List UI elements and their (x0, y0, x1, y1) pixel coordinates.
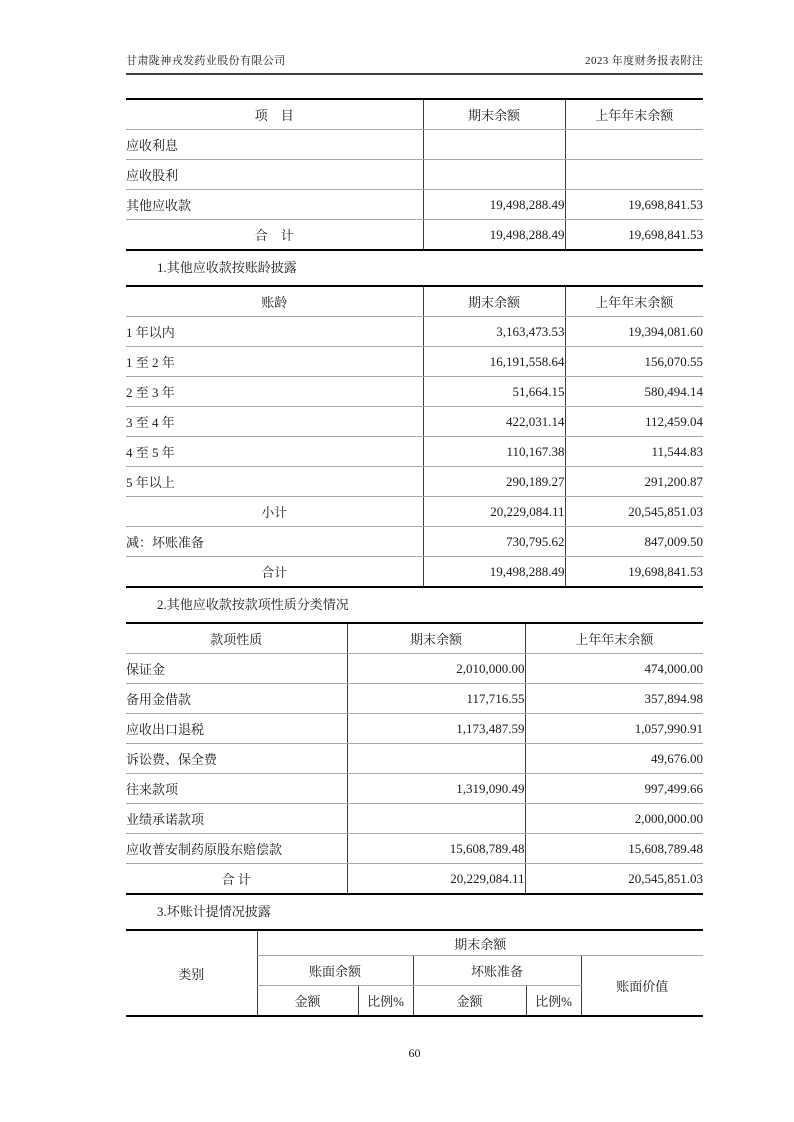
cell-ending-balance: 19,498,288.49 (423, 220, 565, 251)
cell-prior-balance: 357,894.98 (525, 684, 703, 714)
section2-caption: 2.其他应收款按款项性质分类情况 (157, 597, 349, 612)
cell-ending-balance: 3,163,473.53 (423, 317, 565, 347)
cell-prior-balance: 49,676.00 (525, 744, 703, 774)
cell-aging-label: 1 至 2 年 (126, 347, 423, 377)
cell-aging-label: 2 至 3 年 (126, 377, 423, 407)
company-name: 甘肃陇神戎发药业股份有限公司 (126, 55, 286, 67)
cell-prior-balance: 112,459.04 (565, 407, 703, 437)
col-header-ending-balance: 期末余额 (423, 286, 565, 317)
cell-prior-balance: 1,057,990.91 (525, 714, 703, 744)
cell-ending-balance (347, 804, 525, 834)
cell-total-label: 合 计 (126, 220, 423, 251)
cell-nature-label: 业绩承诺款项 (126, 804, 347, 834)
cell-prior-balance: 19,698,841.53 (565, 557, 703, 588)
cell-prior-balance: 19,698,841.53 (565, 220, 703, 251)
table-row (126, 130, 703, 160)
table-header-row (126, 286, 703, 317)
cell-item-label: 其他应收款 (126, 190, 423, 220)
section3-caption: 3.坏账计提情况披露 (157, 904, 271, 919)
table-header-row (126, 930, 703, 956)
col-header-book-balance: 账面余额 (257, 956, 413, 986)
col-header-prior-balance: 上年年末余额 (565, 286, 703, 317)
cell-prior-balance (565, 160, 703, 190)
cell-ending-balance: 290,189.27 (423, 467, 565, 497)
cell-ending-balance: 51,664.15 (423, 377, 565, 407)
page-header (126, 53, 703, 75)
cell-prior-balance: 20,545,851.03 (565, 497, 703, 527)
cell-prior-balance (565, 130, 703, 160)
table-total-row (126, 220, 703, 251)
bad-debt-provision-table (126, 929, 703, 1017)
col-header-ratio: 比例% (526, 986, 581, 1017)
cell-nature-label: 备用金借款 (126, 684, 347, 714)
page-content (126, 0, 703, 1017)
col-header-amount: 金额 (257, 986, 358, 1017)
table-row (126, 654, 703, 684)
cell-ending-balance: 117,716.55 (347, 684, 525, 714)
table-row (126, 527, 703, 557)
cell-aging-label: 5 年以上 (126, 467, 423, 497)
col-header-nature: 款项性质 (126, 623, 347, 654)
cell-subtotal-label: 小计 (126, 497, 423, 527)
cell-ending-balance: 15,608,789.48 (347, 834, 525, 864)
cell-ending-balance: 110,167.38 (423, 437, 565, 467)
nature-table (126, 622, 703, 895)
cell-total-label: 合计 (126, 557, 423, 588)
table-total-row (126, 864, 703, 895)
page-number: 60 (408, 1046, 421, 1060)
cell-prior-balance: 847,009.50 (565, 527, 703, 557)
cell-ending-balance: 1,319,090.49 (347, 774, 525, 804)
cell-ending-balance: 19,498,288.49 (423, 190, 565, 220)
table-row (126, 467, 703, 497)
cell-prior-balance: 11,544.83 (565, 437, 703, 467)
table-row (126, 437, 703, 467)
table-row (126, 347, 703, 377)
col-header-item: 项 目 (126, 99, 423, 130)
table-row (126, 407, 703, 437)
table-row (126, 804, 703, 834)
table-total-row (126, 557, 703, 588)
cell-ending-balance: 2,010,000.00 (347, 654, 525, 684)
cell-prior-balance: 156,070.55 (565, 347, 703, 377)
section1-caption: 1.其他应收款按账龄披露 (157, 260, 297, 275)
cell-prior-balance: 20,545,851.03 (525, 864, 703, 895)
cell-ending-balance (423, 160, 565, 190)
cell-nature-label: 往来款项 (126, 774, 347, 804)
table-row (126, 744, 703, 774)
report-title: 2023 年度财务报表附注 (585, 55, 703, 67)
col-header-prior-balance: 上年年末余额 (565, 99, 703, 130)
col-header-ending-balance: 期末余额 (257, 930, 703, 956)
cell-ending-balance: 422,031.14 (423, 407, 565, 437)
aging-table (126, 285, 703, 588)
col-header-aging: 账龄 (126, 286, 423, 317)
cell-ending-balance: 1,173,487.59 (347, 714, 525, 744)
cell-ending-balance (347, 744, 525, 774)
cell-item-label: 应收利息 (126, 130, 423, 160)
cell-ending-balance (423, 130, 565, 160)
table-row (126, 714, 703, 744)
table-row (126, 774, 703, 804)
col-header-ending-balance: 期末余额 (347, 623, 525, 654)
cell-item-label: 应收股利 (126, 160, 423, 190)
cell-prior-balance: 2,000,000.00 (525, 804, 703, 834)
cell-nature-label: 应收普安制药原股东赔偿款 (126, 834, 347, 864)
cell-ending-balance: 16,191,558.64 (423, 347, 565, 377)
cell-nature-label: 应收出口退税 (126, 714, 347, 744)
cell-prior-balance: 474,000.00 (525, 654, 703, 684)
col-header-book-value: 账面价值 (581, 956, 703, 1017)
cell-aging-label: 减：坏账准备 (126, 527, 423, 557)
table-row (126, 160, 703, 190)
cell-ending-balance: 19,498,288.49 (423, 557, 565, 588)
cell-prior-balance: 19,698,841.53 (565, 190, 703, 220)
cell-ending-balance: 20,229,084.11 (347, 864, 525, 895)
table-row (126, 834, 703, 864)
cell-nature-label: 保证金 (126, 654, 347, 684)
col-header-ratio: 比例% (358, 986, 413, 1017)
cell-total-label: 合 计 (126, 864, 347, 895)
cell-aging-label: 1 年以内 (126, 317, 423, 347)
table-row (126, 684, 703, 714)
table-row (126, 190, 703, 220)
col-header-prior-balance: 上年年末余额 (525, 623, 703, 654)
cell-prior-balance: 291,200.87 (565, 467, 703, 497)
cell-prior-balance: 19,394,081.60 (565, 317, 703, 347)
col-header-category: 类别 (126, 930, 257, 1016)
cell-ending-balance: 730,795.62 (423, 527, 565, 557)
cell-aging-label: 3 至 4 年 (126, 407, 423, 437)
col-header-bad-debt-provision: 坏账准备 (413, 956, 581, 986)
table-header-row (126, 623, 703, 654)
col-header-ending-balance: 期末余额 (423, 99, 565, 130)
table-row (126, 317, 703, 347)
cell-prior-balance: 997,499.66 (525, 774, 703, 804)
cell-nature-label: 诉讼费、保全费 (126, 744, 347, 774)
col-header-amount: 金额 (413, 986, 526, 1017)
cell-prior-balance: 15,608,789.48 (525, 834, 703, 864)
cell-ending-balance: 20,229,084.11 (423, 497, 565, 527)
cell-prior-balance: 580,494.14 (565, 377, 703, 407)
cell-aging-label: 4 至 5 年 (126, 437, 423, 467)
table-subtotal-row (126, 497, 703, 527)
summary-table (126, 98, 703, 251)
table-header-row (126, 99, 703, 130)
table-row (126, 377, 703, 407)
